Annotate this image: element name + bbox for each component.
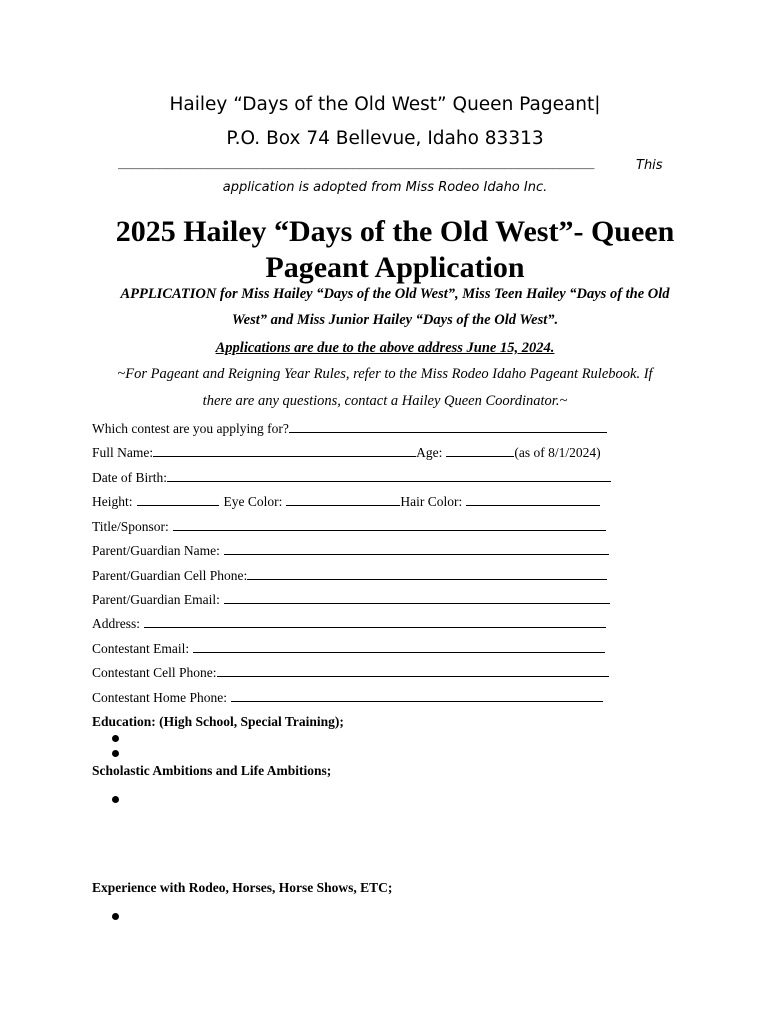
rules-note-line-1: ~For Pageant and Reigning Year Rules, refer to the Miss Rodeo Idaho Pageant Rulebook. If	[117, 366, 653, 382]
contestant-home-input[interactable]	[231, 689, 603, 702]
full-name-input[interactable]	[153, 444, 416, 457]
contestant-cell-field	[92, 664, 609, 681]
title-sponsor-input[interactable]	[173, 518, 606, 531]
contest-field	[92, 420, 607, 437]
education-bullet-2[interactable]	[112, 750, 119, 757]
hair-color-input[interactable]	[466, 493, 600, 506]
guardian-cell-label: Parent/Guardian Cell Phone:	[92, 568, 248, 583]
contestant-email-label: Contestant Email:	[92, 641, 190, 656]
eye-color-input[interactable]	[286, 493, 400, 506]
age-input[interactable]	[446, 444, 514, 457]
full-name-label: Full Name:	[92, 445, 154, 460]
title-sponsor-field	[92, 518, 606, 535]
due-date-notice: Applications are due to the above address June 15, 2024.	[215, 340, 555, 356]
guardian-email-label: Parent/Guardian Email:	[92, 592, 220, 607]
scholastic-bullet-1[interactable]	[112, 796, 119, 803]
height-input[interactable]	[137, 493, 219, 506]
adoption-note: application is adopted from Miss Rodeo Idaho Inc.	[222, 180, 548, 195]
height-label: Height:	[92, 494, 133, 509]
address-field	[92, 615, 606, 632]
address-label: Address:	[92, 616, 140, 631]
experience-heading: Experience with Rodeo, Horses, Horse Shows, ETC;	[92, 880, 393, 895]
title-sponsor-label: Title/Sponsor:	[92, 519, 169, 534]
header-rule: _____________________________________________________________________	[118, 158, 595, 172]
education-heading: Education: (High School, Special Training);	[92, 714, 344, 729]
contest-input[interactable]	[289, 420, 607, 433]
height-eye-hair-row	[92, 493, 600, 510]
header-pageant-name: Hailey “Days of the Old West” Queen Pageant|	[169, 94, 601, 115]
guardian-email-input[interactable]	[224, 591, 610, 604]
scholastic-heading: Scholastic Ambitions and Life Ambitions;	[92, 763, 332, 778]
guardian-name-field	[92, 542, 609, 559]
guardian-cell-field	[92, 567, 607, 584]
guardian-email-field	[92, 591, 610, 608]
address-input[interactable]	[144, 615, 606, 628]
rules-note-line-2: there are any questions, contact a Hailey Queen Coordinator.~	[202, 393, 568, 409]
contest-label: Which contest are you applying for?	[92, 421, 289, 436]
dob-field	[92, 469, 611, 486]
header-address: P.O. Box 74 Bellevue, Idaho 83313	[226, 128, 544, 149]
contestant-home-label: Contestant Home Phone:	[92, 690, 227, 705]
name-age-row	[92, 444, 601, 461]
intro-line-2: West” and Miss Junior Hailey “Days of the Old West”.	[231, 312, 559, 328]
experience-bullet-1[interactable]	[112, 913, 119, 920]
contestant-email-input[interactable]	[193, 640, 605, 653]
contestant-home-field	[92, 689, 603, 706]
contestant-cell-label: Contestant Cell Phone:	[92, 665, 217, 680]
contestant-email-field	[92, 640, 605, 657]
hair-color-label: Hair Color:	[400, 494, 463, 509]
eye-color-label: Eye Color:	[223, 494, 283, 509]
dob-input[interactable]	[167, 469, 611, 482]
education-bullet-1[interactable]	[112, 735, 119, 742]
age-label: Age:	[416, 445, 443, 460]
dob-label: Date of Birth:	[92, 470, 167, 485]
intro-line-1: APPLICATION for Miss Hailey “Days of the Old West”, Miss Teen Hailey “Days of the Old	[120, 286, 670, 302]
page-title: 2025 Hailey “Days of the Old West”- Queen Pageant Application	[115, 215, 675, 284]
guardian-name-input[interactable]	[224, 542, 609, 555]
guardian-name-label: Parent/Guardian Name:	[92, 543, 220, 558]
contestant-cell-input[interactable]	[217, 664, 609, 677]
adoption-note-start: This	[636, 158, 663, 173]
age-note: (as of 8/1/2024)	[514, 445, 601, 460]
guardian-cell-input[interactable]	[247, 567, 607, 580]
